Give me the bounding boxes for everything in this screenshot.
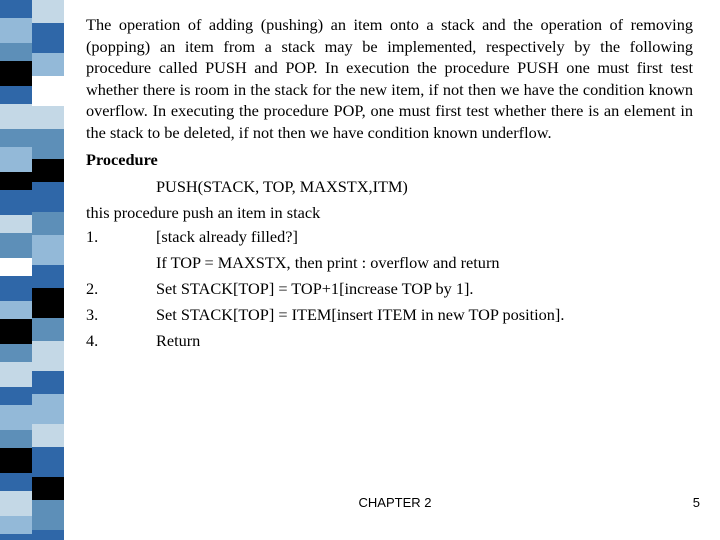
step-text: Return bbox=[156, 330, 201, 350]
step-text: Set STACK[TOP] = ITEM[insert ITEM in new TOP position]. bbox=[156, 304, 565, 324]
step-row bbox=[86, 275, 693, 301]
step-row bbox=[86, 223, 693, 249]
stripe-block bbox=[32, 288, 64, 318]
stripe-block bbox=[0, 276, 32, 301]
step-text: Set STACK[TOP] = TOP+1[increase TOP by 1]. bbox=[156, 278, 474, 298]
stripe-block bbox=[0, 534, 32, 540]
stripe-block bbox=[32, 447, 64, 477]
stripe-block bbox=[0, 0, 32, 18]
stripe-block bbox=[32, 159, 64, 182]
stripe-block bbox=[32, 53, 64, 76]
procedure-signature: PUSH(STACK, TOP, MAXSTX,ITM) bbox=[156, 177, 408, 197]
step-number: 2. bbox=[86, 278, 99, 298]
stripe-block bbox=[32, 76, 64, 106]
stripe-block bbox=[0, 344, 32, 362]
stripe-block bbox=[0, 18, 32, 43]
stripe-column bbox=[32, 0, 64, 540]
stripe-block bbox=[32, 106, 64, 129]
stripe-block bbox=[0, 387, 32, 405]
stripe-block bbox=[0, 362, 32, 387]
stripe-block bbox=[0, 86, 32, 104]
procedure-description: this procedure push an item in stack bbox=[86, 202, 321, 222]
stripe-block bbox=[32, 182, 64, 212]
footer-chapter: CHAPTER 2 bbox=[358, 495, 432, 510]
procedure-heading: Procedure bbox=[86, 149, 158, 169]
stripe-block bbox=[32, 23, 64, 53]
slide-content bbox=[86, 14, 693, 353]
stripe-block bbox=[0, 190, 32, 215]
stripe-block bbox=[32, 129, 64, 159]
stripe-block bbox=[0, 104, 32, 129]
step-row bbox=[86, 327, 693, 353]
step-row bbox=[86, 301, 693, 327]
stripe-block bbox=[0, 448, 32, 473]
stripe-block bbox=[0, 172, 32, 190]
stripe-block bbox=[32, 477, 64, 500]
stripe-block bbox=[32, 424, 64, 447]
step-text: [stack already filled?] bbox=[156, 226, 298, 246]
step-number: 1. bbox=[86, 226, 99, 246]
stripe-block bbox=[0, 258, 32, 276]
stripe-block bbox=[0, 233, 32, 258]
stripe-block bbox=[0, 61, 32, 86]
step-number: 4. bbox=[86, 330, 99, 350]
stripe-block bbox=[0, 430, 32, 448]
decorative-stripe bbox=[0, 0, 64, 540]
stripe-block bbox=[32, 265, 64, 288]
stripe-block bbox=[32, 212, 64, 235]
stripe-block bbox=[32, 371, 64, 394]
footer-page-number: 5 bbox=[692, 495, 700, 510]
step-row bbox=[86, 249, 693, 275]
stripe-block bbox=[0, 129, 32, 147]
stripe-block bbox=[32, 500, 64, 530]
step-number: 3. bbox=[86, 304, 99, 324]
stripe-block bbox=[32, 235, 64, 265]
stripe-block bbox=[0, 491, 32, 516]
stripe-block bbox=[32, 530, 64, 540]
stripe-column bbox=[0, 0, 32, 540]
stripe-block bbox=[32, 0, 64, 23]
stripe-block bbox=[0, 516, 32, 534]
stripe-block bbox=[32, 341, 64, 371]
stripe-block bbox=[0, 473, 32, 491]
stripe-block bbox=[0, 215, 32, 233]
stripe-block bbox=[32, 394, 64, 424]
stripe-block bbox=[0, 301, 32, 319]
stripe-block bbox=[32, 318, 64, 341]
stripe-block bbox=[0, 405, 32, 430]
stripe-block bbox=[0, 147, 32, 172]
intro-paragraph: The operation of adding (pushing) an item onto a stack and the operation of removing (popping) an item from a stack may be implemented, respectively by the following procedure called PUSH and POP. In execution the procedure PUSH one must first test whether there is room in the stack for the new item, if not then we have the condition known overflow. In executing the procedure POP, one must first test whether there is an element in the stack to be deleted, if not then we have condition known underflow. bbox=[86, 15, 693, 142]
stripe-block bbox=[0, 43, 32, 61]
step-text: If TOP = MAXSTX, then print : overflow and return bbox=[156, 252, 500, 272]
stripe-block bbox=[0, 319, 32, 344]
